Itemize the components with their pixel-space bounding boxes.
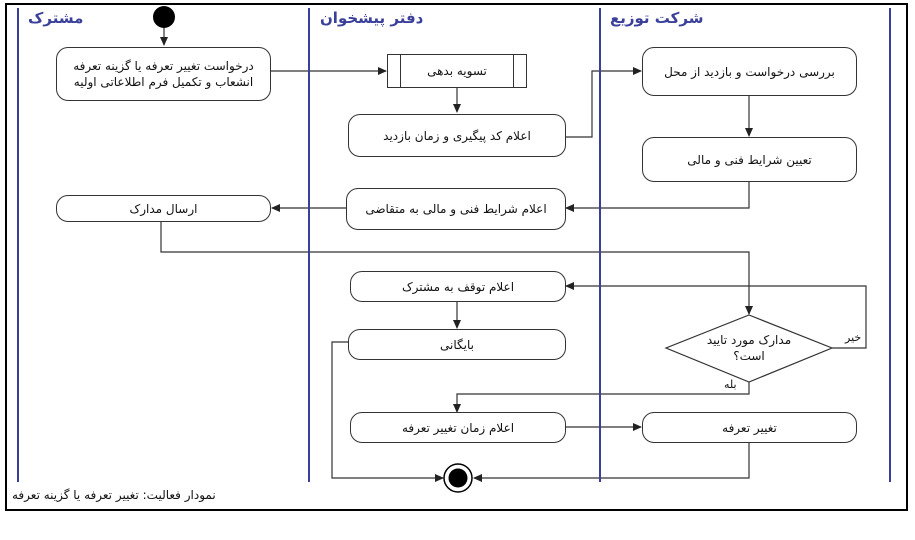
activity-set-conditions: تعیین شرایط فنی و مالی [642, 137, 857, 182]
edge-conditions-to-announce [566, 182, 749, 208]
activity-archive: بایگانی [348, 329, 566, 360]
decision-label: مدارک مورد تایید است؟ [706, 333, 792, 363]
lane-title-front-office: دفتر پیشخوان [320, 9, 424, 27]
lane-divider-left [17, 8, 19, 482]
guard-no: خیر [845, 331, 862, 344]
diagram-caption: نمودار فعالیت: تغییر تعرفه یا گزینه تعرفه [12, 488, 216, 502]
activity-announce-stop: اعلام توقف به مشترک [350, 271, 566, 302]
start-node [153, 6, 175, 28]
activity-request: درخواست تغییر تعرفه یا گزینه تعرفه انشعاب و تکمیل فرم اطلاعاتی اولیه [56, 47, 271, 101]
lane-divider-2 [599, 8, 601, 482]
activity-announce-conditions: اعلام شرایط فنی و مالی به متقاضی [346, 188, 566, 230]
lane-divider-right [889, 8, 891, 482]
guard-yes: بله [724, 378, 737, 391]
activity-announce-time: اعلام زمان تغییر تعرفه [350, 412, 566, 443]
edge-tracking-to-review [566, 71, 641, 137]
activity-review-visit: بررسی درخواست و بازدید از محل [642, 47, 857, 96]
activity-send-documents: ارسال مدارک [56, 195, 271, 222]
lane-title-customer: مشترک [28, 9, 84, 27]
edge-change-to-end [474, 443, 749, 478]
edge-archive-to-end [332, 342, 443, 478]
edge-decision-yes [457, 382, 749, 412]
activity-debt-settlement: تسویه بدهی [387, 54, 527, 88]
activity-change-tariff: تغییر تعرفه [642, 412, 857, 443]
activity-tracking-code: اعلام کد پیگیری و زمان بازدید [348, 114, 566, 157]
lane-title-distribution: شرکت توزیع [610, 9, 704, 27]
end-node-core [449, 469, 468, 488]
lane-divider-1 [308, 8, 310, 482]
